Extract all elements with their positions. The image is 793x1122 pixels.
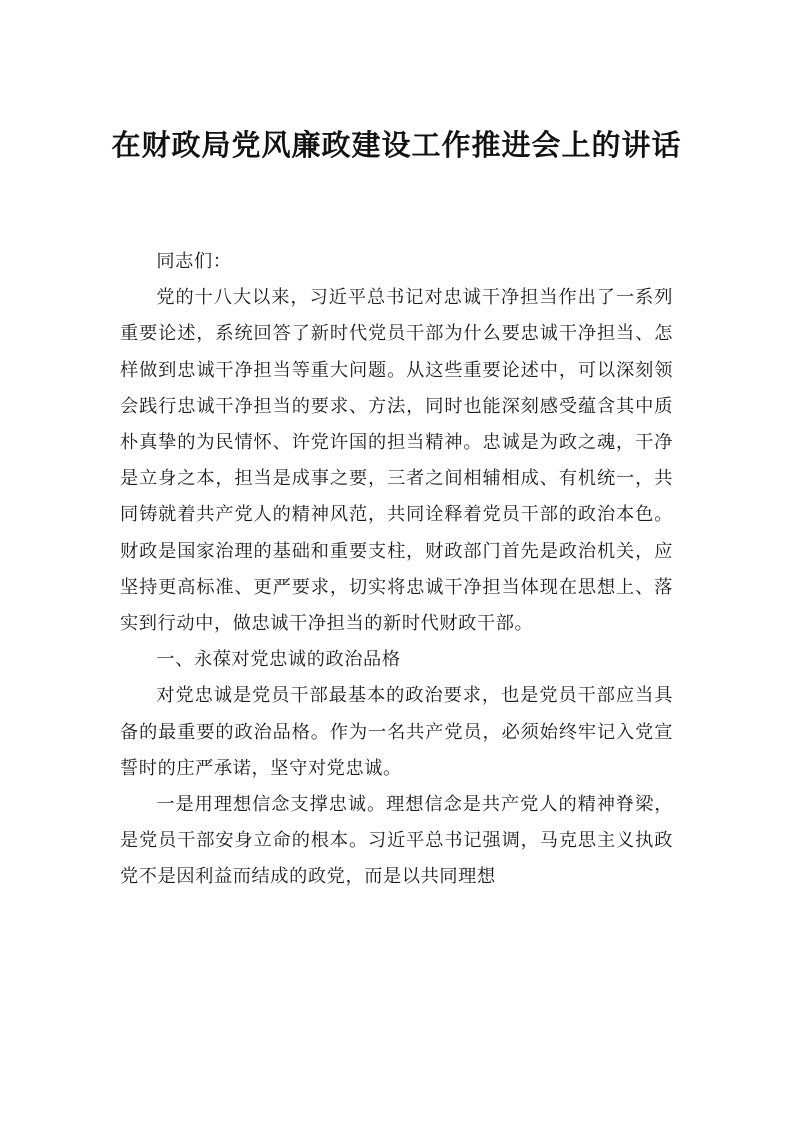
section-heading-1: 一、永葆对党忠诚的政治品格 [156,649,401,671]
paragraph-intro: 党的十八大以来，习近平总书记对忠诚干净担当作出了一系列重要论述，系统回答了新时代党员干部为什么要忠诚干净担当、怎样做到忠诚干净担当等重大问题。从这些重要论述中，可以深刻领会践行忠诚干净担当的要求、方法，同时也能深刻感受蕴含其中质朴真挚的为民情怀、许党许国的担当精神。忠诚是为政之魂，干净是立身之本，担当是成事之要，三者之间相辅相成、有机统一，共同铸就着共产党人的精神风范，共同诠释着党员干部的政治本色。财政是国家治理的基础和重要支柱，财政部门首先是政治机关，应坚持更高标准、更严要求，切实将忠诚干净担当体现在思想上、落实到行动中，做忠诚干净担当的新时代财政干部。 [120,287,673,635]
paragraph-loyalty: 对党忠诚是党员干部最基本的政治要求，也是党员干部应当具备的最重要的政治品格。作为一名共产党员，必须始终牢记入党宣誓时的庄严承诺，坚守对党忠诚。 [120,685,673,779]
document-body [120,244,673,896]
paragraph-ideals: 一是用理想信念支撑忠诚。理想信念是共产党人的精神脊梁，是党员干部安身立命的根本。习近平总书记强调，马克思主义执政党不是因利益而结成的政党，而是以共同理想 [120,794,673,888]
document-title: 在财政局党风廉政建设工作推进会上的讲话 [111,128,682,162]
salutation: 同志们： [156,251,232,272]
